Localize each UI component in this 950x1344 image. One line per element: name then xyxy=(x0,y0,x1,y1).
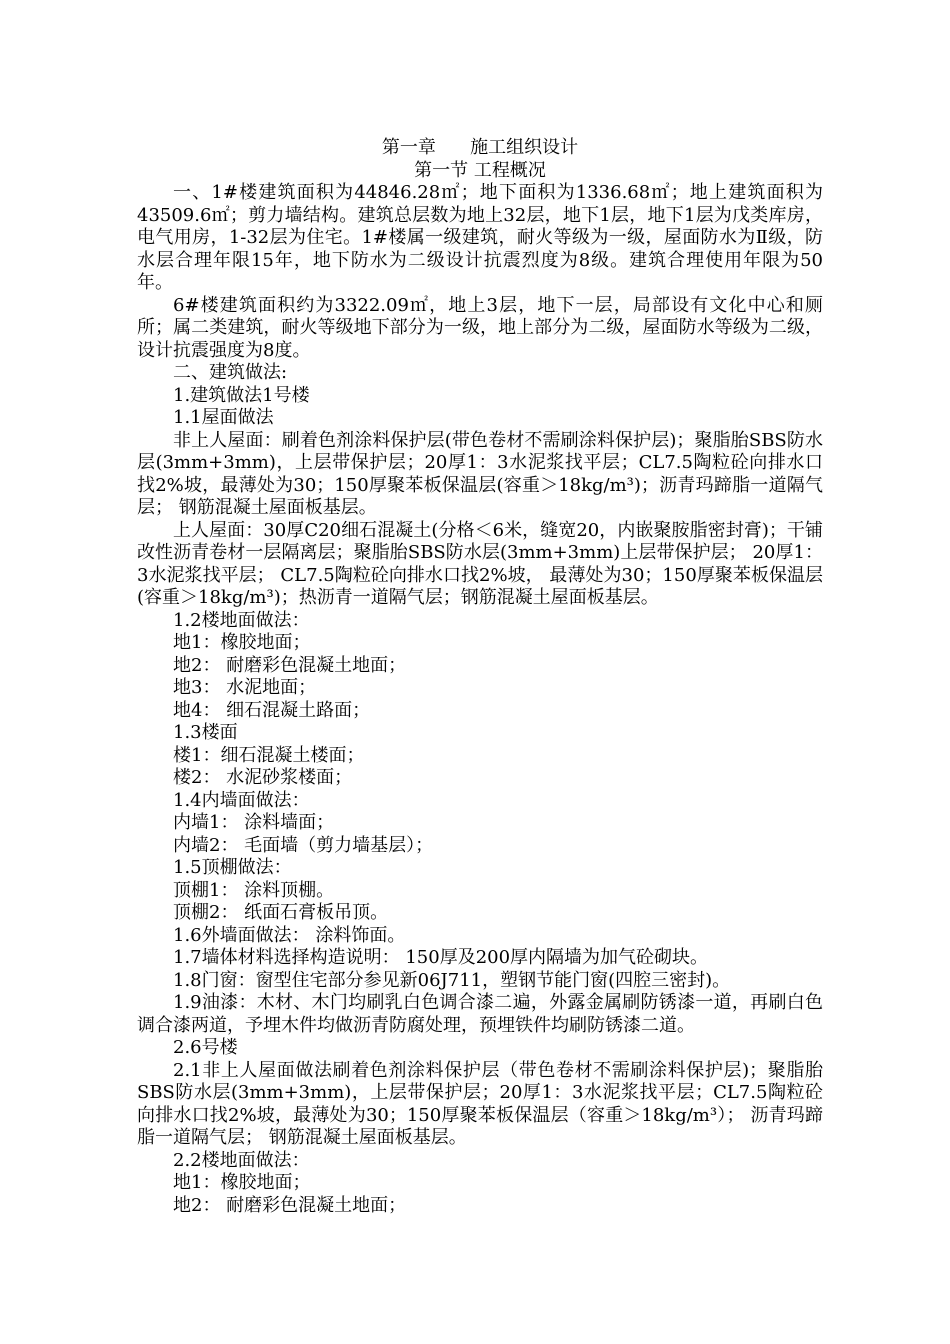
paragraph-building-1: 一、1#楼建筑面积为44846.28㎡；地下面积为1336.68㎡；地上建筑面积为43509.6㎡；剪力墙结构。建筑总层数为地上32层，地下1层，地下1层为戊类库房，电气用房，1-32层为住宅。1#楼属一级建筑，耐火等级为一级，屋面防水为Ⅱ级，防水层合理年限15年，地下防水为二级设计抗震烈度为8级。建筑合理使用年限为50年。 xyxy=(137,182,823,293)
heading-building-6: 2.6号楼 xyxy=(173,1037,238,1058)
paragraph-building-6-roof: 2.1非上人屋面做法刷着色剂涂料保护层（带色卷材不需刷涂料保护层)；聚脂胎SBS防水层(3mm+3mm)，上层带保护层；20厚1：3水泥浆找平层；CL7.5陶粒砼向排水口找2%坡，最薄处为30；150厚聚苯板保温层（容重＞18kg/m³）； 沥青玛蹄脂一道隔气层； 钢筋混凝土屋面板基层。 xyxy=(137,1059,823,1148)
list-item-b6-floor-2: 地2： 耐磨彩色混凝土地面； xyxy=(173,1194,407,1216)
list-item-floor-4: 地4： 细石混凝土路面； xyxy=(173,699,371,721)
paragraph-accessible-roof: 上人屋面：30厚C20细石混凝土(分格＜6米，缝宽20，内嵌聚胺脂密封膏)；干铺改性沥青卷材一层隔离层；聚脂胎SBS防水层(3mm+3mm)上层带保护层； 20厚1： 3水泥浆找平层； CL7.5陶粒砼向排水口找2%坡， 最薄处为30；150厚聚苯板保温层(容重＞18kg/m³)；热沥青一道隔气层；钢筋混凝土屋面板基层。 xyxy=(137,519,829,608)
list-item-interior-wall-2: 内墙2： 毛面墙（剪力墙基层）； xyxy=(173,834,434,856)
list-item-ceiling-1: 顶棚1： 涂料顶棚。 xyxy=(173,879,335,901)
heading-storey-floor: 1.3楼面 xyxy=(173,722,238,743)
line-doors-windows: 1.8门窗：窗型住宅部分参见新06J711，塑钢节能门窗(四腔三密封)。 xyxy=(173,969,731,991)
line-wall-material: 1.7墙体材料选择构造说明： 150厚及200厚内隔墙为加气砼砌块。 xyxy=(173,947,709,968)
line-exterior-wall: 1.6外墙面做法： 涂料饰面。 xyxy=(173,924,406,946)
list-item-floor-2: 地2： 耐磨彩色混凝土地面； xyxy=(173,654,407,676)
document-page xyxy=(137,137,829,1217)
heading-building-6-floor: 2.2楼地面做法： xyxy=(173,1149,310,1171)
list-item-interior-wall-1: 内墙1： 涂料墙面； xyxy=(173,812,335,833)
heading-interior-wall: 1.4内墙面做法： xyxy=(173,789,310,811)
chapter-title: 第一章 施工组织设计 xyxy=(381,137,579,158)
heading-floor-methods: 1.2楼地面做法： xyxy=(173,609,310,631)
list-item-ceiling-2: 顶棚2： 纸面石膏板吊顶。 xyxy=(173,902,389,923)
list-item-b6-floor-1: 地1：橡胶地面； xyxy=(173,1172,311,1193)
section-title: 第一节 工程概况 xyxy=(414,159,546,181)
list-item-storey-1: 楼1：细石混凝土楼面； xyxy=(173,744,365,766)
paragraph-non-accessible-roof: 非上人屋面：刷着色剂涂料保护层(带色卷材不需刷涂料保护层)；聚脂胎SBS防水层(3mm+3mm)，上层带保护层；20厚1：3水泥浆找平层；CL7.5陶粒砼向排水口找2%坡，最薄处为30；150厚聚苯板保温层(容重＞18kg/m³)；沥青玛蹄脂一道隔气层； 钢筋混凝土屋面板基层。 xyxy=(137,429,823,518)
heading-ceiling: 1.5顶棚做法： xyxy=(173,857,292,878)
heading-construction-methods: 二、建筑做法: xyxy=(173,362,288,383)
list-item-floor-3: 地3： 水泥地面； xyxy=(173,677,317,698)
heading-roof-methods: 1.1屋面做法 xyxy=(173,407,274,428)
list-item-storey-2: 楼2： 水泥砂浆楼面； xyxy=(173,767,353,788)
paragraph-paint: 1.9油漆：木材、木门均刷乳白色调合漆二遍，外露金属刷防锈漆一道，再刷白色调合漆两道，予埋木件均做沥青防腐处理，预埋铁件均刷防锈漆二道。 xyxy=(137,992,823,1036)
list-item-floor-1: 地1：橡胶地面； xyxy=(173,632,311,653)
paragraph-building-6: 6#楼建筑面积约为3322.09㎡，地上3层，地下一层，局部设有文化中心和厕所；属二类建筑，耐火等级地下部分为一级，地上部分为二级，屋面防水等级为二级， 设计抗震强度为8度。 xyxy=(137,294,829,361)
heading-building-1-methods: 1.建筑做法1号楼 xyxy=(173,384,310,406)
